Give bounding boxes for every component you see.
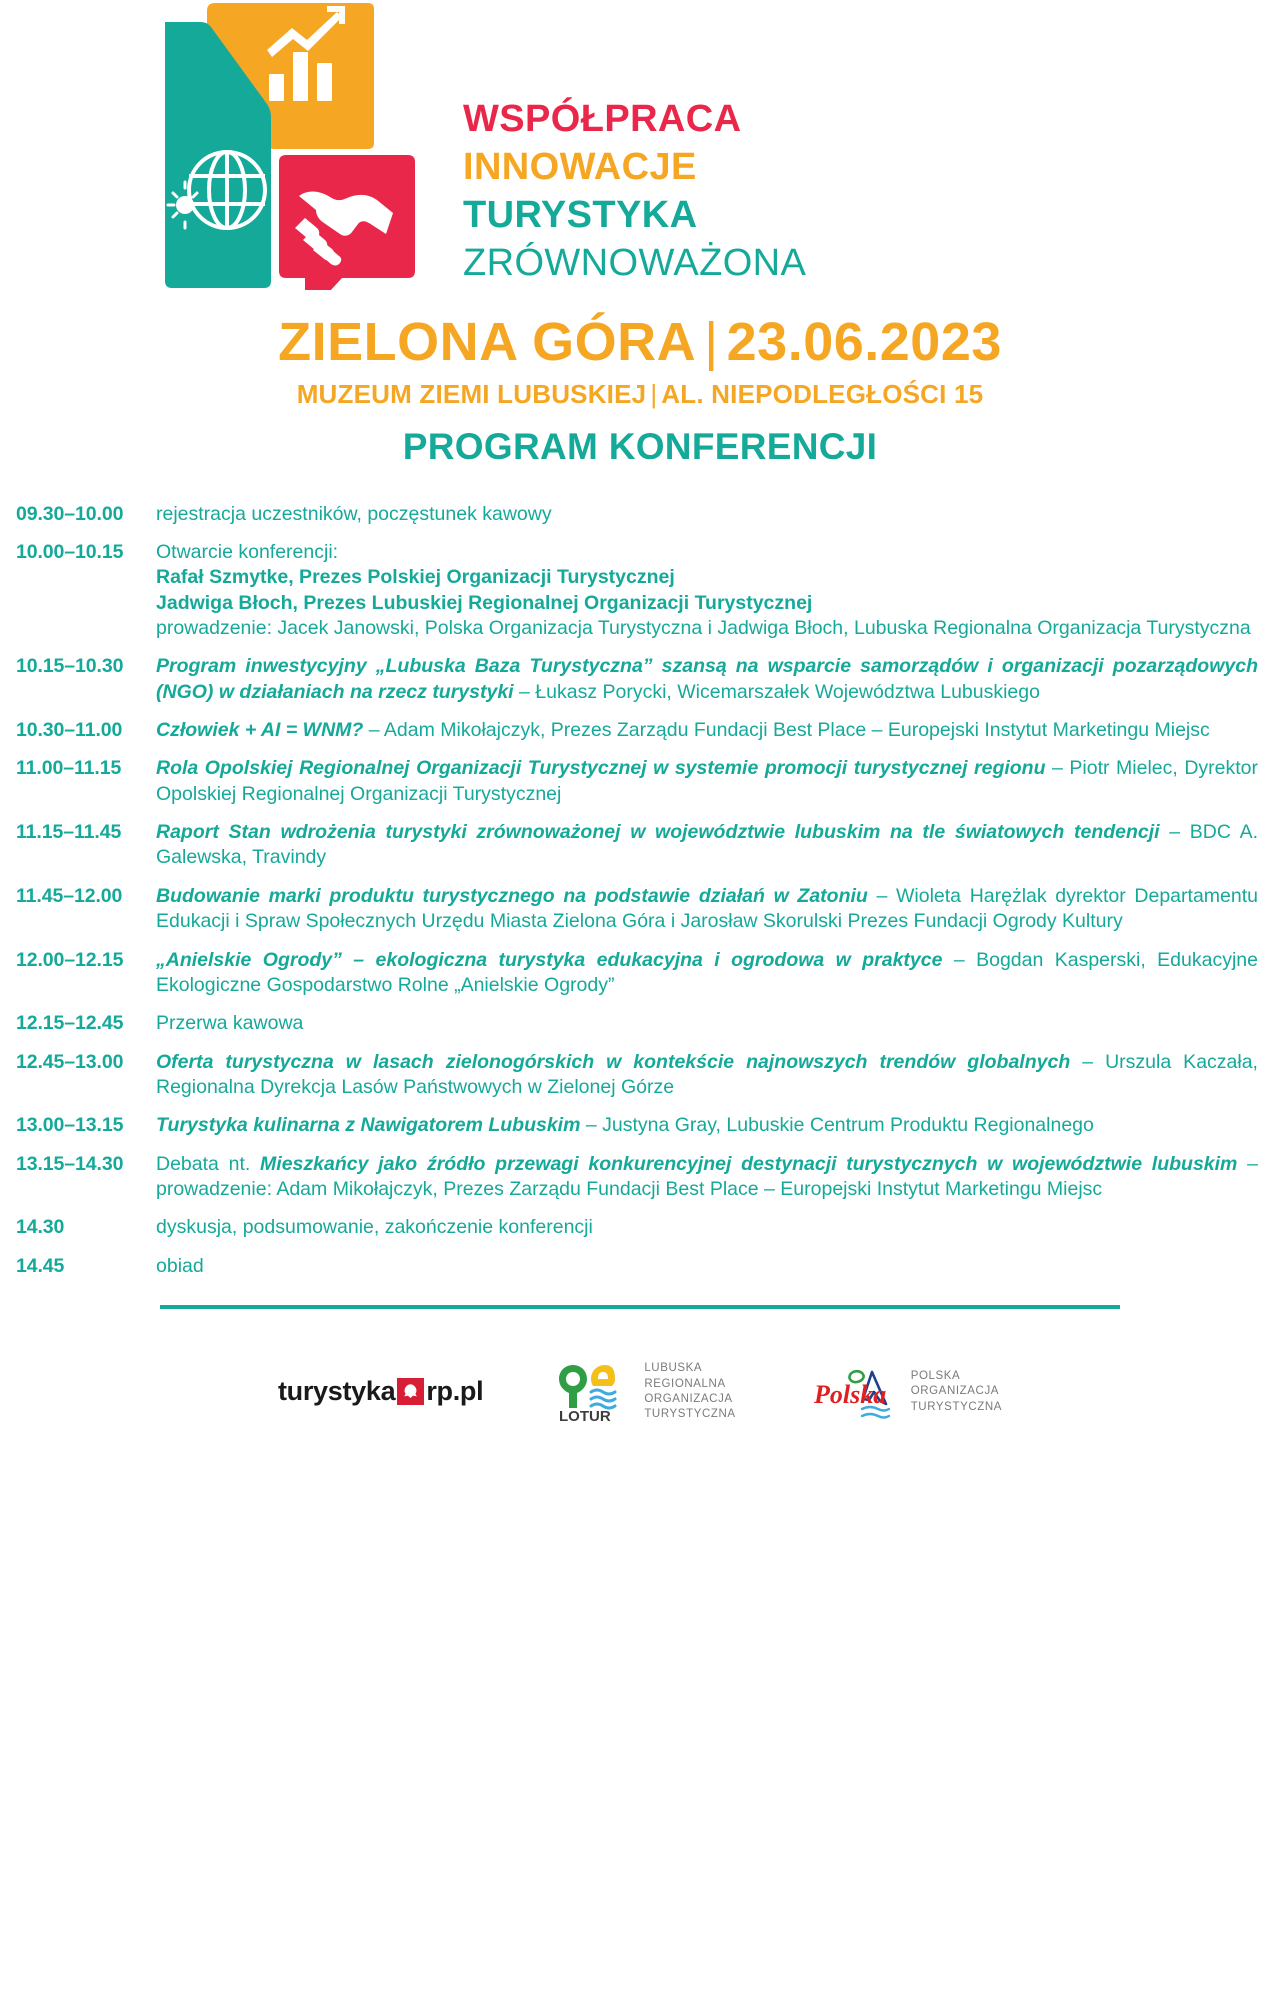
schedule-description [156, 502, 1258, 527]
turystyka-word: turystyka [277, 1376, 396, 1407]
footer-logos [0, 1361, 1280, 1423]
schedule-time: 12.45–13.00 [16, 1050, 124, 1073]
schedule-description [156, 1254, 1258, 1279]
schedule-row [16, 502, 1258, 527]
brand-line-zrownowazona: ZRÓWNOWAŻONA [463, 242, 807, 284]
schedule-row [16, 654, 1258, 705]
schedule-time: 10.30–11.00 [16, 719, 123, 742]
polish-eagle-icon [397, 1378, 424, 1405]
schedule-row [16, 1215, 1258, 1240]
title-block [0, 314, 1280, 468]
handshake-icon [279, 155, 415, 290]
schedule-row [16, 756, 1258, 807]
schedule-description [156, 820, 1258, 871]
schedule-description [156, 1215, 1258, 1240]
schedule-time: 10.00–10.15 [16, 541, 124, 564]
schedule-row [16, 540, 1258, 641]
schedule-text-part: Rafał Szmytke, Prezes Polskiej Organizacji Turystycznej [156, 566, 675, 589]
conference-logomark [155, 0, 445, 290]
schedule-text-part: – Justyna Gray, Lubuskie Centrum Produktu Regionalnego [580, 1114, 1094, 1137]
lotur-mark-icon [557, 1361, 635, 1423]
poster-header [0, 0, 1280, 300]
schedule-row [16, 1113, 1258, 1138]
schedule-time: 11.45–12.00 [16, 884, 123, 907]
venue-separator: | [650, 378, 658, 409]
schedule-description [156, 1050, 1258, 1101]
polska-mark-icon [810, 1361, 902, 1423]
schedule-text-part: Mieszkańcy jako źródło przewagi konkurencyjnej destynacji turystycznych w województwie lubuskim [260, 1152, 1238, 1175]
schedule-text-part: obiad [156, 1254, 204, 1277]
schedule-row [16, 1152, 1258, 1203]
schedule-text-part: Rola Opolskiej Regionalnej Organizacji Turystycznej w systemie promocji turystycznej regionu [156, 757, 1046, 780]
lotur-line-1: LUBUSKA [644, 1362, 703, 1375]
title-separator: | [704, 312, 719, 372]
schedule-description [156, 654, 1258, 705]
schedule-text-part: prowadzenie: Jacek Janowski, Polska Organizacja Turystyczna i Jadwiga Błoch, Lubuska Regionalna Organizacja Turystyczna [156, 617, 1251, 640]
schedule-text-part: – Urszula Kaczała, Regionalna Dyrekcja Lasów Państwowych w Zielonej Górze [156, 1050, 1258, 1098]
polska-wordmark: Polska [813, 1379, 886, 1409]
schedule-text-part: Otwarcie konferencji: [156, 541, 339, 564]
schedule-text-part: – prowadzenie: Adam Mikołajczyk, Prezes Zarządu Fundacji Best Place – Europejski Instytut Marketingu Miejsc [156, 1152, 1258, 1200]
schedule-text-part: rejestracja uczestników, poczęstunek kawowy [156, 502, 552, 525]
venue-name: MUZEUM ZIEMI LUBUSKIEJ [296, 378, 647, 409]
schedule-time: 11.15–11.45 [16, 821, 122, 844]
schedule-text-part: – Wioleta Harężlak dyrektor Departamentu Edukacji i Spraw Społecznych Urzędu Miasta Zielona Góra i Jarosław Skorulski Prezes Fundacji Ogrody Kultury [156, 884, 1258, 933]
page-title: PROGRAM KONFERENCJI [402, 425, 878, 467]
schedule-description [156, 1011, 1258, 1036]
schedule-description [156, 718, 1258, 743]
venue-address: AL. NIEPODLEGŁOŚCI 15 [661, 378, 984, 409]
schedule-time: 10.15–10.30 [16, 655, 124, 678]
schedule-time: 14.30 [16, 1216, 65, 1239]
logo-polska-organizacja-turystyczna[interactable] [810, 1361, 1002, 1423]
schedule-text-part: Budowanie marki produktu turystycznego na podstawie działań w Zatoniu [156, 884, 868, 907]
event-date: 23.06.2023 [726, 312, 1002, 372]
logo-turystyka-rp-pl[interactable] [278, 1376, 483, 1407]
pot-line-2: ORGANIZACJA [910, 1385, 1000, 1398]
schedule-text-part: Oferta turystyczna w lasach zielonogórskich w kontekście najnowszych trendów globalnych [156, 1050, 1071, 1073]
schedule-text-part: Raport Stan wdrożenia turystyki zrównoważonej w województwie lubuskim na tle światowych tendencji [156, 821, 1160, 844]
schedule-time: 14.45 [16, 1254, 65, 1277]
schedule-text-part: Program inwestycyjny „Lubuska Baza Turystyczna” szansą na wsparcie samorządów i organizacji pozarządowych (NGO) w działaniach na rzecz turystyki [156, 655, 1258, 703]
schedule-time: 12.15–12.45 [16, 1012, 124, 1035]
schedule-row [16, 1050, 1258, 1101]
lotur-name-lines [644, 1361, 735, 1422]
lotur-line-4: TURYSTYCZNA [644, 1408, 736, 1421]
schedule-time: 09.30–10.00 [16, 502, 124, 525]
schedule-text-part: Człowiek + AI = WNM? [156, 719, 364, 742]
schedule-text-part: – Bogdan Kasperski, Edukacyjne Ekologiczne Gospodarstwo Rolne „Anielskie Ogrody” [156, 948, 1258, 996]
schedule-description [156, 884, 1258, 935]
city-name: ZIELONA GÓRA [278, 312, 697, 372]
schedule-description [156, 756, 1258, 807]
brand-line-turystyka: TURYSTYKA [463, 194, 698, 236]
schedule-text-part: „Anielskie Ogrody” – ekologiczna turystyka edukacyjna i ogrodowa w praktyce [156, 948, 943, 971]
schedule-row [16, 820, 1258, 871]
schedule-text-part: – Adam Mikołajczyk, Prezes Zarządu Fundacji Best Place – Europejski Instytut Marketingu Miejsc [363, 719, 1210, 742]
lotur-line-2: REGIONALNA [644, 1377, 726, 1390]
schedule-text-part: Przerwa kawowa [156, 1012, 304, 1035]
city-and-date [0, 314, 1280, 371]
lotur-line-3: ORGANIZACJA [644, 1392, 733, 1405]
schedule-text-part: Turystyka kulinarna z Nawigatorem Lubuskim [156, 1114, 581, 1137]
schedule-time: 12.00–12.15 [16, 948, 124, 971]
schedule-row [16, 1011, 1258, 1036]
schedule-row [16, 1254, 1258, 1279]
schedule-text-part: – Łukasz Porycki, Wicemarszałek Województwa Lubuskiego [513, 680, 1040, 703]
conference-schedule [0, 502, 1280, 1279]
venue-line [0, 379, 1280, 410]
logo-lotur[interactable] [557, 1361, 735, 1423]
schedule-description [156, 948, 1258, 999]
conference-brand-text [463, 100, 806, 292]
schedule-text-part: dyskusja, podsumowanie, zakończenie konferencji [156, 1216, 593, 1239]
footer-divider [160, 1305, 1120, 1309]
schedule-text-part: – BDC A. Galewska, Travindy [156, 821, 1258, 869]
schedule-row [16, 718, 1258, 743]
pot-line-1: POLSKA [910, 1370, 961, 1383]
schedule-text-part: – Piotr Mielec, Dyrektor Opolskiej Regionalnej Organizacji Turystycznej [156, 757, 1258, 805]
schedule-time: 11.00–11.15 [16, 757, 122, 780]
schedule-text-part: Debata nt. [156, 1152, 261, 1175]
schedule-time: 13.00–13.15 [16, 1114, 124, 1137]
pot-name-lines [911, 1369, 1002, 1415]
schedule-text-part: Jadwiga Błoch, Prezes Lubuskiej Regionalnej Organizacji Turystycznej [156, 591, 813, 614]
pot-line-3: TURYSTYCZNA [910, 1400, 1003, 1413]
schedule-description [156, 540, 1258, 641]
schedule-row [16, 884, 1258, 935]
brand-line-wspolpraca: WSPÓŁPRACA [463, 98, 742, 140]
rp-pl-word: rp.pl [426, 1376, 484, 1407]
schedule-time: 13.15–14.30 [16, 1152, 124, 1175]
lotur-wordmark: LOTUR [559, 1407, 611, 1423]
brand-line-innowacje: INNOWACJE [463, 146, 697, 188]
schedule-row [16, 948, 1258, 999]
schedule-description [156, 1152, 1258, 1203]
schedule-description [156, 1113, 1258, 1138]
